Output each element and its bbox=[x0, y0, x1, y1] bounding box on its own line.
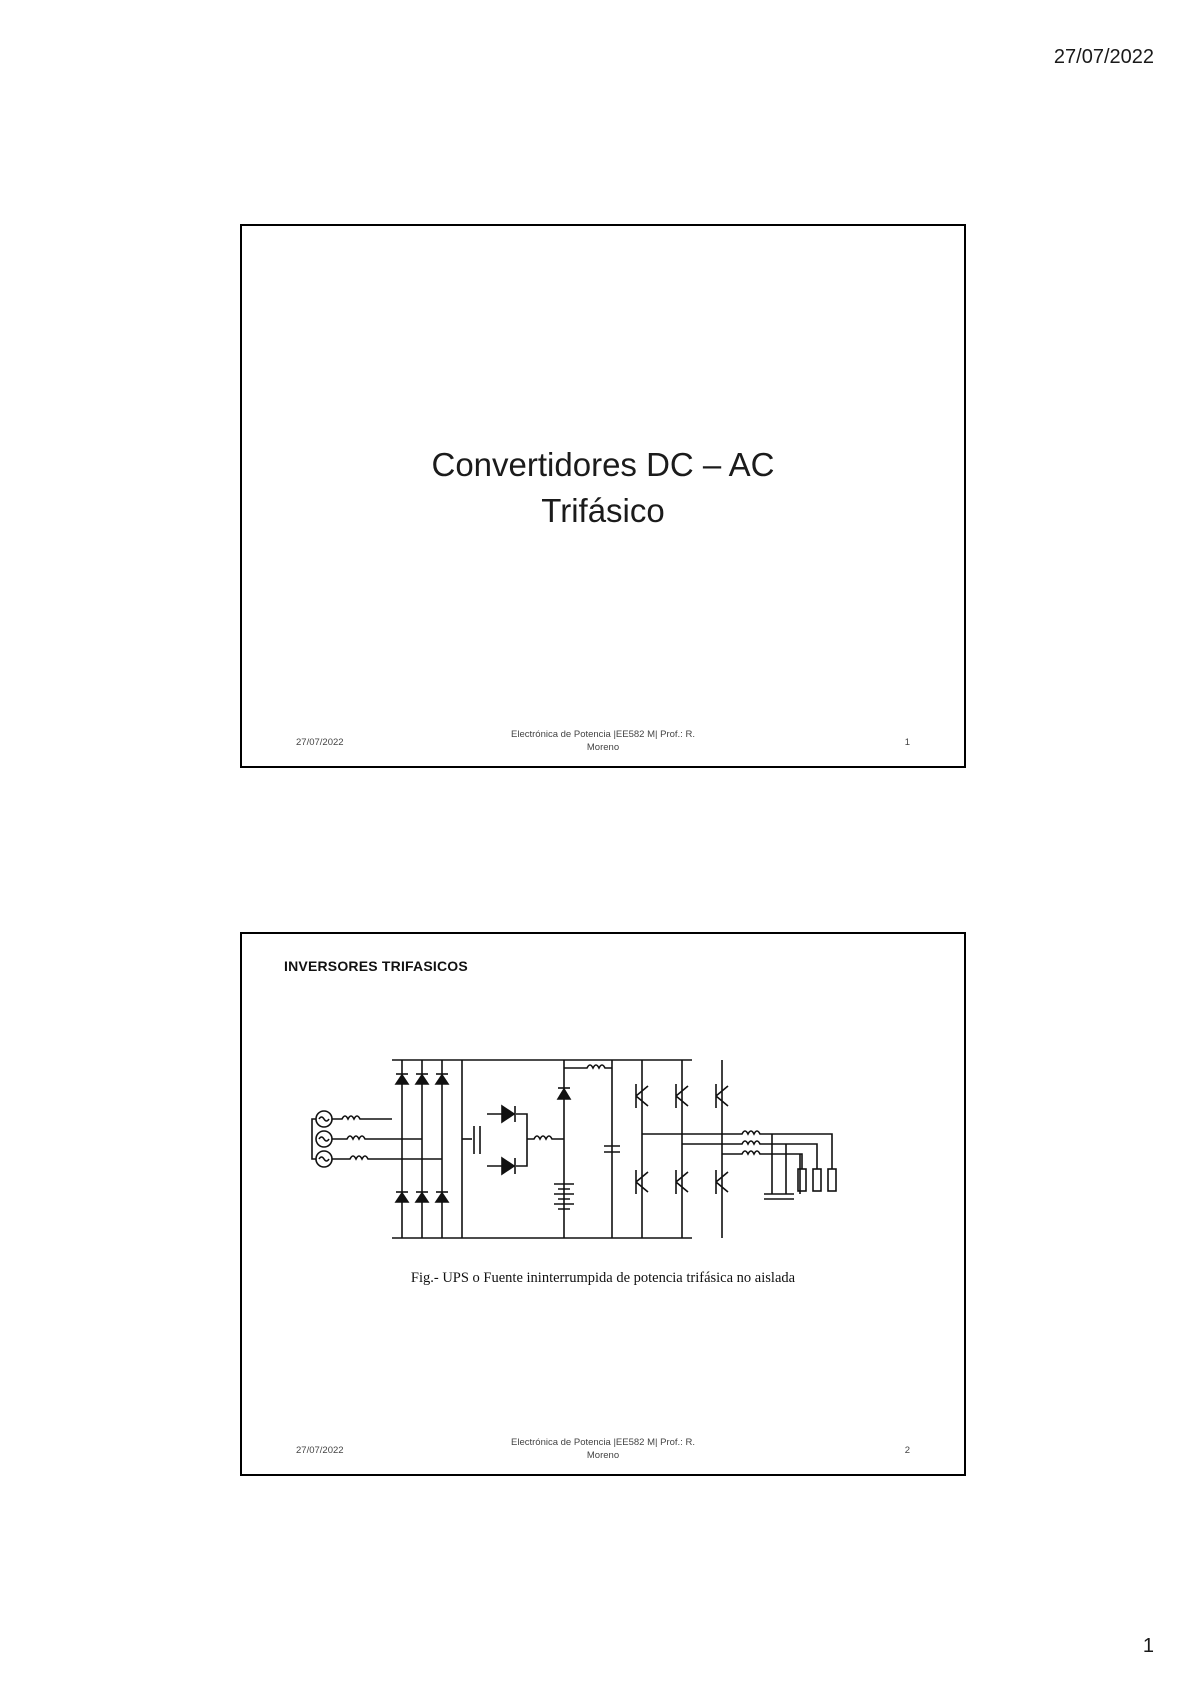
page-number: 1 bbox=[1142, 1635, 1154, 1657]
footer-course-line-2: Moreno bbox=[586, 1450, 620, 1461]
page-date: 27/07/2022 bbox=[1053, 46, 1154, 68]
ac-source-icon bbox=[316, 1111, 332, 1167]
slide-1 bbox=[240, 224, 966, 768]
slide-footer bbox=[242, 728, 964, 758]
thyristor-icon bbox=[502, 1106, 515, 1174]
ups-circuit-schematic bbox=[302, 1044, 912, 1254]
figure-caption: Fig.- UPS o Fuente ininterrumpida de potencia trifásica no aislada bbox=[410, 1270, 796, 1286]
slide-heading: INVERSORES TRIFASICOS bbox=[284, 958, 468, 974]
footer-slide-number: 1 bbox=[904, 737, 910, 748]
slide-title-line-1: Convertidores DC – AC bbox=[431, 446, 775, 483]
slide-2 bbox=[240, 932, 966, 1476]
footer-course-line-1: Electrónica de Potencia |EE582 M| Prof.: R. bbox=[511, 1437, 695, 1448]
footer-course-line-1: Electrónica de Potencia |EE582 M| Prof.: R. bbox=[511, 729, 695, 740]
footer-date: 27/07/2022 bbox=[296, 1445, 344, 1456]
filter-capacitor-icon bbox=[764, 1194, 794, 1199]
footer-date: 27/07/2022 bbox=[296, 737, 344, 748]
footer-course bbox=[242, 728, 964, 754]
slide-title bbox=[242, 442, 964, 534]
transformer-icon bbox=[474, 1126, 480, 1154]
footer-slide-number: 2 bbox=[904, 1445, 910, 1456]
slide-footer bbox=[242, 1436, 964, 1466]
footer-course-line-2: Moreno bbox=[586, 742, 620, 753]
load-resistor-icon bbox=[798, 1169, 836, 1191]
footer-course bbox=[242, 1436, 964, 1462]
slide-title-line-2: Trifásico bbox=[541, 492, 665, 529]
